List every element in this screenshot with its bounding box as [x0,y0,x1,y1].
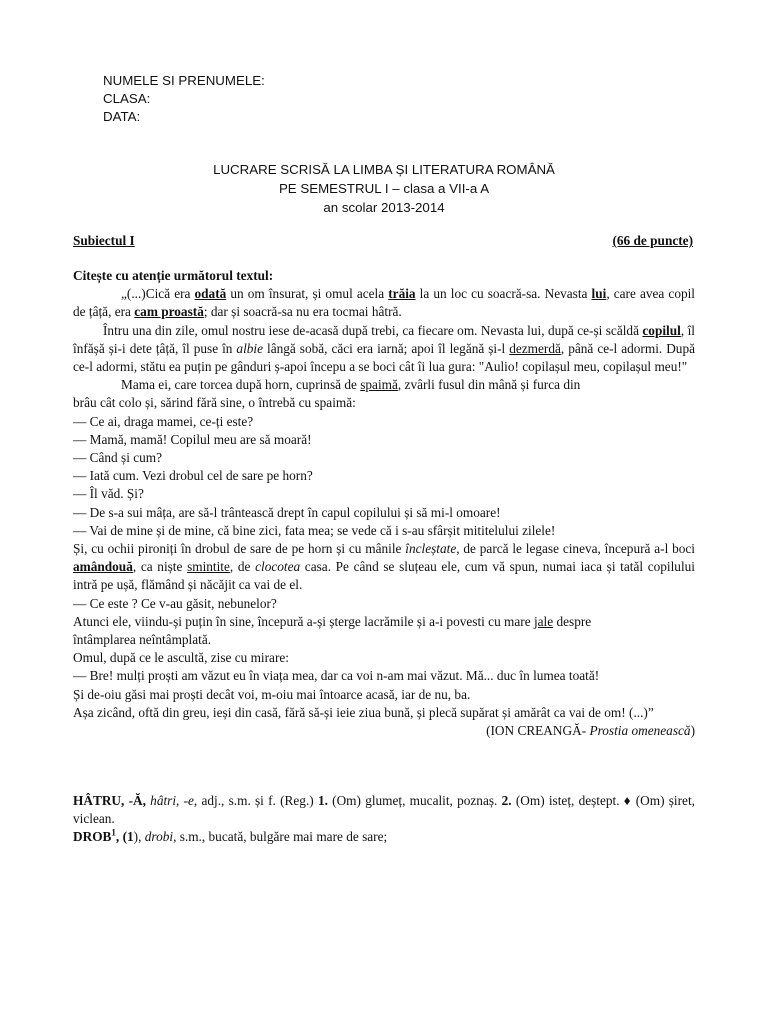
paragraph-5-line-2: întâmplarea neîntâmplată. [73,632,212,648]
dialogue-line: — Bre! mulți proști am văzut eu în viața mea, dar ca voi n-am mai văzut. Mă... duc în lumea toată! [73,668,600,684]
glossary-entry-hatru: HÂTRU, -Ă, hâtri, -e, adj., s.m. și f. (Reg.) 1. (Om) glumeț, mucalit, poznaș. 2. (Om) isteț, deștept. ♦ (Om) șiret, viclean. [73,793,695,827]
glossary [73,792,695,847]
paragraph-1: „(...)Cică era odată un om însurat, și omul acela trăia la un loc cu soacră-sa. Nevasta lui, care avea copil de țâță, era cam proastă; dar și soacră-sa nu era tocmai hâtră. [73,286,696,320]
paragraph-7: Așa zicând, oftă din greu, ieși din casă, fără să-și ieie ziua bună, și plecă supărat și amărât ca vai de om! (...)” [73,704,654,720]
title-line-2: PE SEMESTRUL I – clasa a VII-a A [278,181,490,196]
source-title: Prostia omenească [589,723,691,739]
word-clocotea: clocotea [255,559,301,575]
paragraph-5: Atunci ele, viindu-și puțin în sine, începură a-și șterge lacrămile și a-i povesti cu mare jale despre [73,613,592,629]
subject-points: (66 de puncte) [612,233,693,248]
dialogue-line: — Îl văd. Și? [73,486,144,502]
title-line-1: LUCRARE SCRISĂ LA LIMBA ȘI LITERATURA ROMÂNĂ [213,162,555,177]
paragraph-3: Mama ei, care torcea după horn, cuprinsă de spaimă, zvârli fusul din mână și furca din [121,377,581,393]
paragraph-2: Întru una din zile, omul nostru iese de-acasă după trebi, ca fiecare om. Nevasta lui, după ce-și scăldă copilul, îl înfășă și-i dete țâță, îl puse în albie lângă sobă, căci era iarnă; apoi îl legănă și-l dezmerdă, până ce-l adormi. După ce-l adormi, stătu ea puțin pe gânduri ș-apoi începu a se boci cât îi lua gura: "Aulio! copilașul meu, copilașul meu!" [73,322,696,375]
glossary-entry-drob: DROB$^1$, (1), drobi, s.m., bucată, bulgăre mai mare de sare; [73,827,388,845]
word-smintite: smintite [187,559,230,575]
word-dezmerda: dezmerdă [509,340,561,356]
instruction: Citește cu atenție următorul textul: [73,268,274,283]
dialogue-line: — Iată cum. Vezi drobul cel de sare pe horn? [73,468,313,484]
word-jale: jale [533,613,554,629]
name-label: NUMELE SI PRENUMELE: [103,73,265,88]
class-label: CLASA: [103,91,151,106]
text-source: (ION CREANGĂ- Prostia omenească) [486,723,695,739]
word-lui: lui [591,286,607,302]
word-odata: odată [194,286,227,302]
word-inclestate: încleștate [405,541,457,557]
word-copilul: copilul [642,322,681,338]
dialogue-line: — Ce ai, draga mamei, ce-ți este? [73,413,254,429]
paragraph-6: Omul, după ce le ascultă, zise cu mirare: [73,650,289,666]
title-line-3: an scolar 2013-2014 [323,200,445,215]
word-traia: trăia [388,286,416,302]
dialogue-line: — De s-a sui mâța, are să-l trântească drept în capul copilului și să mi-l omoare! [73,504,501,520]
word-amandoua: amândouă [73,559,133,575]
dialogue-line: — Mamă, mamă! Copilul meu are să moară! [73,431,312,447]
text-body [73,267,695,740]
subject-name: Subiectul I [73,233,135,248]
dialogue-line: — Când și cum? [73,450,163,466]
paragraph-3-line-2: brâu cât colo și, sărind fără sine, o întrebă cu spaimă: [73,395,356,411]
word-albie: albie [236,340,264,356]
dialogue-line: — Vai de mine și de mine, că bine zici, fata mea; se vede că i s-au sfârșit mititelului zilele! [73,522,556,538]
paragraph-4: Și, cu ochii pironiți în drobul de sare de pe horn și cu mânile încleștate, de parcă le legase cineva, începură a-l boci amândouă, ca niște smintite, de clocotea casa. Pe când se sluțeau ele, cum vă spun, numai iaca și tatăl copilului intră pe ușă, flămând și năcăjit ca vai de el. [73,541,695,593]
word-spaima: spaimă [360,377,398,393]
dialogue-line: Și de-oiu găsi mai proști decât voi, m-oiu mai întoarce acasă, iar de nu, ba. [73,686,471,702]
date-label: DATA: [103,109,141,124]
dialogue-line: — Ce este ? Ce v-au găsit, nebunelor? [73,595,277,611]
subject-heading [73,232,693,250]
document-title [0,160,768,217]
word-cam-proasta: cam proastă [134,304,204,320]
